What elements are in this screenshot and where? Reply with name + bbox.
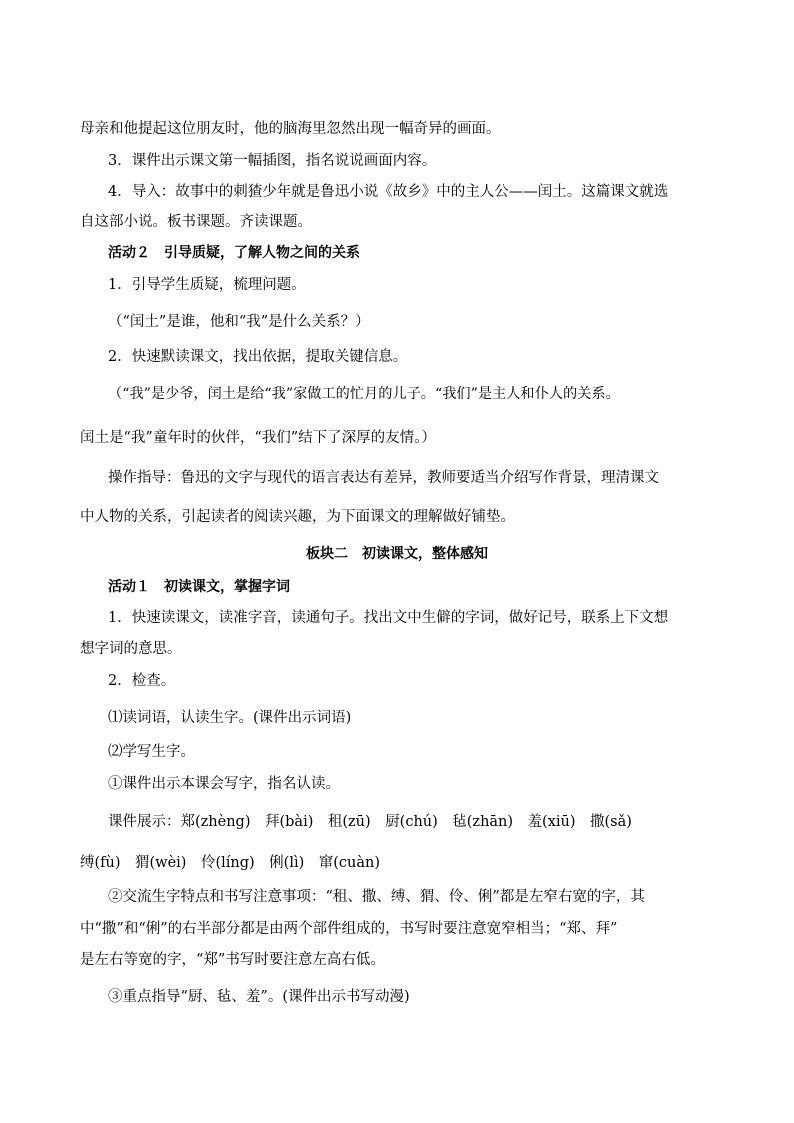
glossary-line: 课件展示：郑(zhèng) 拜(bài) 租(zū) 厨(chú) 毡(zhān) 羞(xiū) 撒(sǎ)	[108, 814, 632, 830]
paragraph-line: 自这部小说。板书课题。齐读课题。	[80, 214, 312, 230]
paragraph-line: 4．导入：故事中的刺猹少年就是鲁迅小说《故乡》中的主人公——闰土。这篇课文就选	[108, 184, 669, 200]
activity-heading: 活动１ 初读课文，掌握字词	[108, 579, 290, 595]
paragraph-line: 是左右等宽的字，“郑”书写时要注意左高右低。	[80, 952, 385, 968]
paragraph-line: ⑵学写生字。	[108, 744, 195, 760]
glossary-line: 缚(fù) 猬(wèi) 伶(líng) 俐(lì) 窜(cuàn)	[80, 855, 381, 871]
paragraph-line: 闰土是“我”童年时的伙伴，“我们”结下了深厚的友情。）	[80, 430, 436, 446]
paragraph-line: ③重点指导“厨、毡、羞”。(课件出示书写动漫)	[108, 989, 410, 1005]
paragraph-line: 2．检查。	[108, 673, 176, 689]
paragraph-line: ②交流生字特点和书写注意事项：“租、撒、缚、猬、伶、俐”都是左窄右宽的字，其	[108, 889, 645, 905]
paragraph-line: 中“撒”和“俐”的右半部分都是由两个部件组成的，书写时要注意宽窄相当；“郑、拜”	[80, 921, 618, 937]
section-heading: 板块二 初读课文，整体感知	[306, 546, 488, 562]
paragraph-line: ⑴读词语，认读生字。(课件出示词语)	[108, 710, 352, 726]
paragraph-line: 操作指导：鲁迅的文字与现代的语言表达有差异，教师要适当介绍写作背景，理清课文	[108, 470, 659, 486]
paragraph-line: 3．课件出示课文第一幅插图，指名说说画面内容。	[108, 153, 437, 169]
paragraph-line: 母亲和他提起这位朋友时，他的脑海里忽然出现一幅奇异的画面。	[80, 121, 501, 137]
paragraph-line: ①课件出示本课会写字，指名认读。	[108, 776, 340, 792]
paragraph-line: 1．快速读课文，读准字音，读通句子。找出文中生僻的字词，做好记号，联系上下文想	[108, 610, 669, 626]
paragraph-line: （“我”是少爷，闰土是给“我”家做工的忙月的儿子。“我们”是主人和仆人的关系。	[108, 386, 620, 402]
paragraph-line: 中人物的关系，引起读者的阅读兴趣，为下面课文的理解做好铺垫。	[80, 509, 515, 525]
paragraph-line: 想字词的意思。	[80, 641, 182, 657]
activity-heading: 活动２ 引导质疑，了解人物之间的关系	[108, 245, 360, 261]
paragraph-line: 1．引导学生质疑，梳理问题。	[108, 277, 306, 293]
paragraph-line: 2．快速默读课文，找出依据，提取关键信息。	[108, 349, 408, 365]
paragraph-line: （“闰土”是谁，他和“我”是什么关系？）	[108, 314, 370, 330]
